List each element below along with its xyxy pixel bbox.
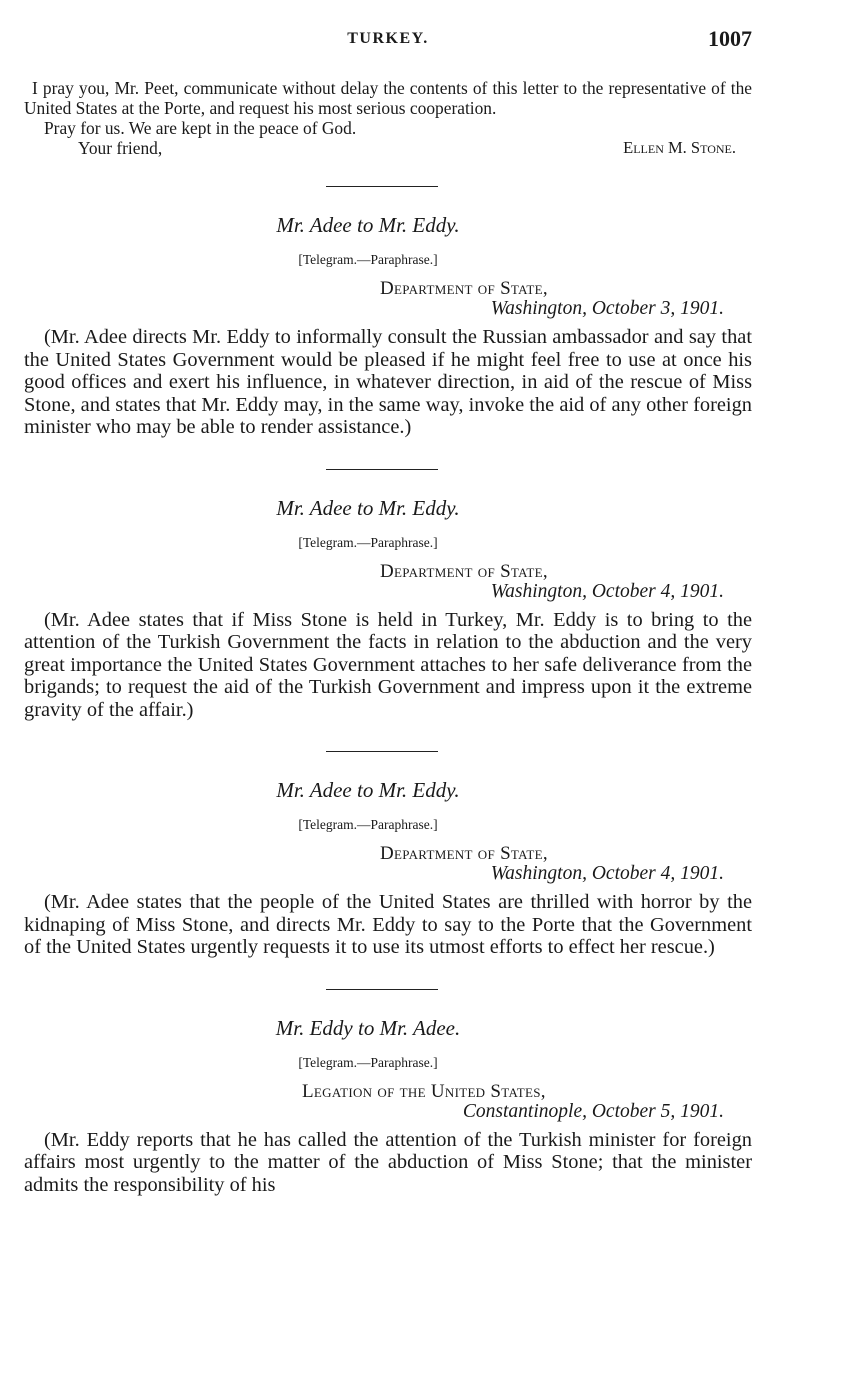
section-divider <box>326 469 438 470</box>
dateline: Washington, October 3, 1901. <box>490 298 724 319</box>
section-divider <box>326 989 438 990</box>
telegram-note: [Telegram.—Paraphrase.] <box>298 817 438 832</box>
salutation: Your friend, <box>78 138 163 158</box>
section-body: (Mr. Adee states that if Miss Stone is held in Turkey, Mr. Eddy is to bring to the attention of the Turkish Government the facts in relation to the abduction and the very great importance the United States Government attaches to her safe deliverance from the brigands; to request the aid of the Turkish Government and impress upon it the extreme gravity of the affair.) <box>24 608 752 721</box>
office-name: Legation of the United States, <box>302 1080 546 1102</box>
signature: Ellen M. Stone. <box>623 138 736 157</box>
dateline: Washington, October 4, 1901. <box>490 580 724 602</box>
letter-close <box>24 78 752 160</box>
telegram-section <box>24 469 752 722</box>
section-title: Mr. Adee to Mr. Eddy. <box>276 495 460 520</box>
telegram-section <box>24 989 752 1197</box>
letter-paragraph: I pray you, Mr. Peet, communicate without delay the contents of this letter to the representative of the United States at the Porte, and request his most serious cooperation. <box>24 78 752 118</box>
telegram-note: [Telegram.—Paraphrase.] <box>298 252 438 267</box>
prayer-line: Pray for us. We are kept in the peace of God. <box>44 118 357 138</box>
section-body: (Mr. Adee directs Mr. Eddy to informally consult the Russian ambassador and say that the United States Government would be pleased if he might feel free to use at once his good offices and exert his influence, in whatever direction, in aid of the rescue of Miss Stone, and states that Mr. Eddy may, in the same way, invoke the aid of any other foreign minister who may be able to render assistance.) <box>24 326 752 438</box>
dateline: Washington, October 4, 1901. <box>490 863 724 884</box>
place-block <box>24 278 752 320</box>
document-page <box>24 26 752 1196</box>
telegram-section <box>24 751 752 959</box>
running-head: TURKEY. <box>347 30 429 47</box>
place-block <box>24 843 752 885</box>
signature-row <box>24 138 752 160</box>
place-block <box>24 1081 752 1123</box>
dateline: Constantinople, October 5, 1901. <box>462 1100 724 1122</box>
office-name: Department of State, <box>380 560 548 582</box>
section-title: Mr. Adee to Mr. Eddy. <box>276 213 460 237</box>
telegram-section <box>24 186 752 439</box>
section-title: Mr. Eddy to Mr. Adee. <box>275 1015 461 1040</box>
page-header <box>24 26 752 56</box>
section-divider <box>326 751 438 752</box>
telegram-note: [Telegram.—Paraphrase.] <box>298 534 438 550</box>
office-name: Department of State, <box>380 843 548 864</box>
section-divider <box>326 186 438 187</box>
telegram-note: [Telegram.—Paraphrase.] <box>298 1054 438 1070</box>
place-block <box>24 561 752 603</box>
office-name: Department of State, <box>380 278 548 299</box>
section-title: Mr. Adee to Mr. Eddy. <box>276 778 460 802</box>
section-body: (Mr. Adee states that the people of the United States are thrilled with horror by the kidnaping of Miss Stone, and directs Mr. Eddy to say to the Porte that the Government of the United States urgently requests it to use its utmost efforts to effect her rescue.) <box>24 891 752 958</box>
section-body: (Mr. Eddy reports that he has called the attention of the Turkish minister for foreign affairs most urgently to the matter of the abduction of Miss Stone; that the minister admits the responsibility of his <box>24 1128 752 1196</box>
page-number: 1007 <box>708 26 752 51</box>
